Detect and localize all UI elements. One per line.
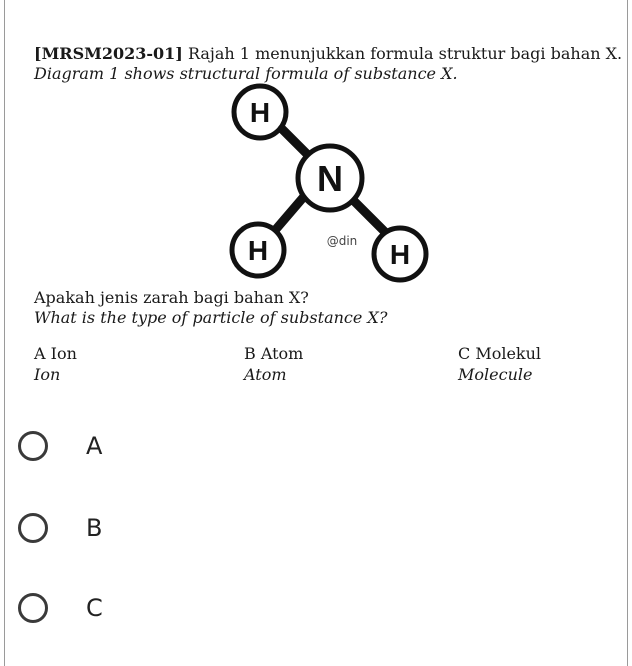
atom-h-right-label: H — [389, 239, 411, 270]
option-a — [34, 344, 77, 384]
radio-a[interactable] — [18, 431, 48, 461]
choice-c[interactable] — [18, 588, 103, 628]
choice-c-label: C — [86, 594, 103, 622]
option-a-ms: A Ion — [34, 344, 77, 363]
choice-a[interactable] — [18, 426, 102, 466]
structural-formula-diagram — [210, 82, 460, 292]
question-text-ms — [34, 44, 622, 63]
radio-c[interactable] — [18, 593, 48, 623]
option-a-en: Ion — [34, 365, 61, 384]
option-c-en: Molecule — [458, 365, 533, 384]
watermark: @din — [326, 234, 358, 248]
question-code: [MRSM2023-01] — [34, 44, 183, 63]
atom-h-left-label: H — [247, 235, 269, 266]
question-stem-ms: Rajah 1 menunjukkan formula struktur bagi bahan X. — [187, 44, 623, 63]
atom-n-label: N — [317, 158, 343, 199]
choice-b[interactable] — [18, 508, 102, 548]
prompt-en: What is the type of particle of substance X? — [34, 308, 388, 327]
choice-a-label: A — [86, 432, 103, 460]
option-c — [458, 344, 541, 384]
option-b — [244, 344, 303, 384]
choice-b-label: B — [86, 514, 103, 542]
radio-b[interactable] — [18, 513, 48, 543]
question-text-en: Diagram 1 shows structural formula of substance X. — [34, 64, 458, 83]
option-b-en: Atom — [244, 365, 287, 384]
atom-h-top-label: H — [249, 97, 271, 128]
option-c-ms: C Molekul — [458, 344, 542, 363]
option-b-ms: B Atom — [244, 344, 304, 363]
prompt-ms: Apakah jenis zarah bagi bahan X? — [34, 288, 309, 307]
